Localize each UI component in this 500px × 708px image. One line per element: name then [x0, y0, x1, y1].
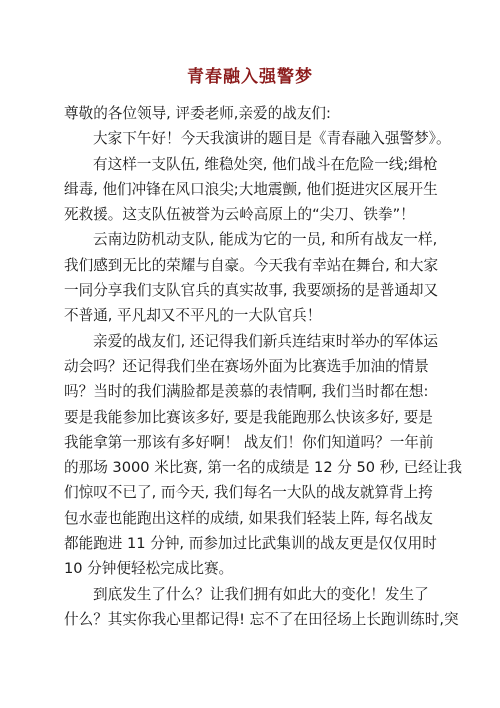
text-line: 我们感到无比的荣耀与自豪。今天我有幸站在舞台, 和大家: [64, 256, 439, 274]
text-line: 要是我能参加比赛该多好, 要是我能跑那么快该多好, 要是: [64, 408, 433, 426]
text-line: 尊敬的各位领导, 评委老师,亲爱的战友们:: [64, 105, 331, 122]
text-line: 都能跑进 11 分钟, 而参加过比武集训的战友更是仅仅用时: [64, 535, 437, 553]
text-line: 们惊叹不已了, 而今天, 我们每名一大队的战友就算背上挎: [64, 484, 433, 502]
text-line: 死救援。这支队伍被誉为云岭高原上的“尖刀、铁拳”！: [64, 206, 415, 224]
text-line: 的那场 3000 米比赛, 第一名的成绩是 12 分 50 秒, 已经让我: [64, 459, 462, 477]
text-line: 到底发生了什么？让我们拥有如此大的变化！发生了: [93, 585, 429, 603]
text-line: 动会吗？还记得我们坐在赛场外面为比赛选手加油的情景: [64, 357, 429, 375]
text-line: 不普通, 平凡却又不平凡的一大队官兵！: [64, 307, 322, 325]
text-line: 吗？当时的我们满脸都是羡慕的表情啊, 我们当时都在想:: [64, 383, 429, 401]
text-line: 亲爱的战友们, 还记得我们新兵连结束时举办的军体运: [93, 332, 438, 350]
text-line: 大家下午好！今天我演讲的题目是《青春融入强警梦》。: [93, 130, 451, 148]
text-line: 包水壶也能跑出这样的成绩, 如果我们轻装上阵, 每名战友: [64, 509, 433, 527]
text-line: 我能拿第一那该有多好啊！ 战友们！你们知道吗？一年前: [64, 433, 434, 451]
text-line: 缉毒, 他们冲锋在风口浪尖;大地震颤, 他们挺进灾区展开生: [64, 180, 438, 198]
document-body: [64, 101, 464, 632]
document-title: 青春融入强警梦: [187, 67, 313, 87]
text-line: 10 分钟便轻松完成比赛。: [64, 560, 234, 578]
text-line: 一同分享我们支队官兵的真实故事, 我要颂扬的是普通却又: [64, 282, 439, 300]
text-line: 什么？其实你我心里都记得! 忘不了在田径场上长跑训练时,突: [64, 610, 459, 628]
text-line: 云南边防机动支队, 能成为它的一员, 和所有战友一样,: [93, 231, 438, 249]
text-line: 有这样一支队伍, 维稳处突, 他们战斗在危险一线;缉枪: [93, 155, 438, 173]
